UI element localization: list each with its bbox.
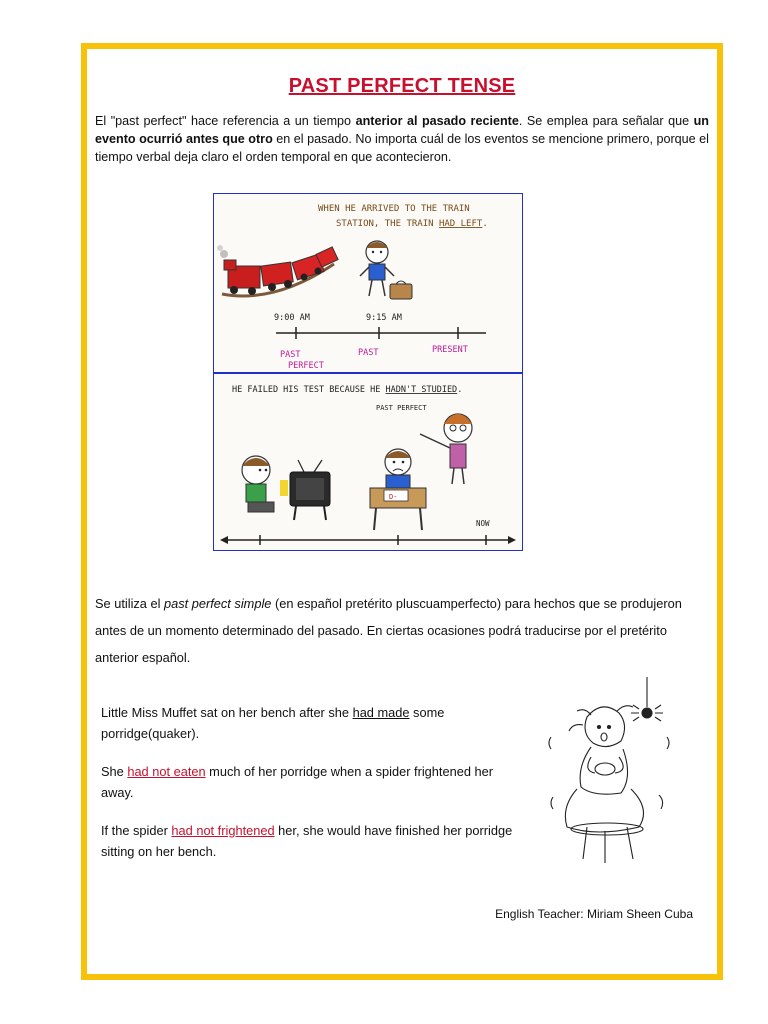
para2-italic: past perfect simple xyxy=(164,596,272,611)
miss-muffet-spider-illustration xyxy=(547,677,677,867)
intro-text-3: en el pasado. No importa cuál de los eventos se mencione primero, porque el tiempo verbal deja claro el orden temporal en que acontecieron. xyxy=(95,132,709,164)
boy-watching-tv-icon xyxy=(242,456,330,520)
para2-text-1: Se utiliza el xyxy=(95,596,164,611)
past-perfect-label-line2: PERFECT xyxy=(288,361,324,371)
train-icon xyxy=(217,245,338,296)
now-label: NOW xyxy=(476,519,490,528)
teacher-icon xyxy=(420,414,472,484)
train-timeline-illustration xyxy=(213,193,523,373)
intro-bold-1: anterior al pasado reciente xyxy=(355,114,519,128)
verb-highlight: had not eaten xyxy=(127,764,206,779)
illustration2-caption: HE FAILED HIS TEST BECAUSE HE HADN'T STUDIED. xyxy=(232,385,463,395)
past-label: PAST xyxy=(358,348,379,358)
verb-highlight: had made xyxy=(352,705,410,720)
sad-boy-at-desk-icon xyxy=(370,449,426,530)
intro-text-2: . Se emplea para señalar que xyxy=(518,114,694,128)
present-label: PRESENT xyxy=(432,345,468,355)
past-perfect-note: PAST PERFECT xyxy=(376,404,427,412)
failed-test-illustration xyxy=(213,373,523,551)
boy-with-suitcase-icon xyxy=(360,241,412,299)
verb-highlight: had not frightened xyxy=(171,823,275,838)
example-sentence-1: Little Miss Muffet sat on her bench after she had made some porridge(quaker). xyxy=(101,705,445,741)
example-sentence-3: If the spider had not frightened her, she would have finished her porridge sitting on her bench. xyxy=(101,823,513,859)
page-title: PAST PERFECT TENSE xyxy=(288,75,516,97)
page-frame xyxy=(81,43,723,980)
intro-paragraph xyxy=(95,112,709,166)
paper-grade: D- xyxy=(389,493,398,501)
intro-bold-2: un evento ocurrió antes que otro xyxy=(95,114,709,146)
teacher-signature: English Teacher: Miriam Sheen Cuba xyxy=(495,907,693,921)
time1-label: 9:00 AM xyxy=(274,313,310,323)
second-paragraph xyxy=(95,590,709,671)
illustration1-caption-line2: STATION, THE TRAIN HAD LEFT. xyxy=(336,219,488,229)
example-sentence-2: She had not eaten much of her porridge when a spider frightened her away. xyxy=(101,764,493,800)
illustration1-caption-line1: WHEN HE ARRIVED TO THE TRAIN xyxy=(318,204,470,214)
time2-label: 9:15 AM xyxy=(366,313,402,323)
intro-text-1: El "past perfect" hace referencia a un tiempo xyxy=(95,114,356,128)
para2-text-2: (en español pretérito pluscuamperfecto) para hechos que se produjeron antes de un momento determinado del pasado. En ciertas ocasiones podrá traducirse por el pretérito anterior español. xyxy=(95,596,682,665)
past-perfect-label-line1: PAST xyxy=(280,350,301,360)
